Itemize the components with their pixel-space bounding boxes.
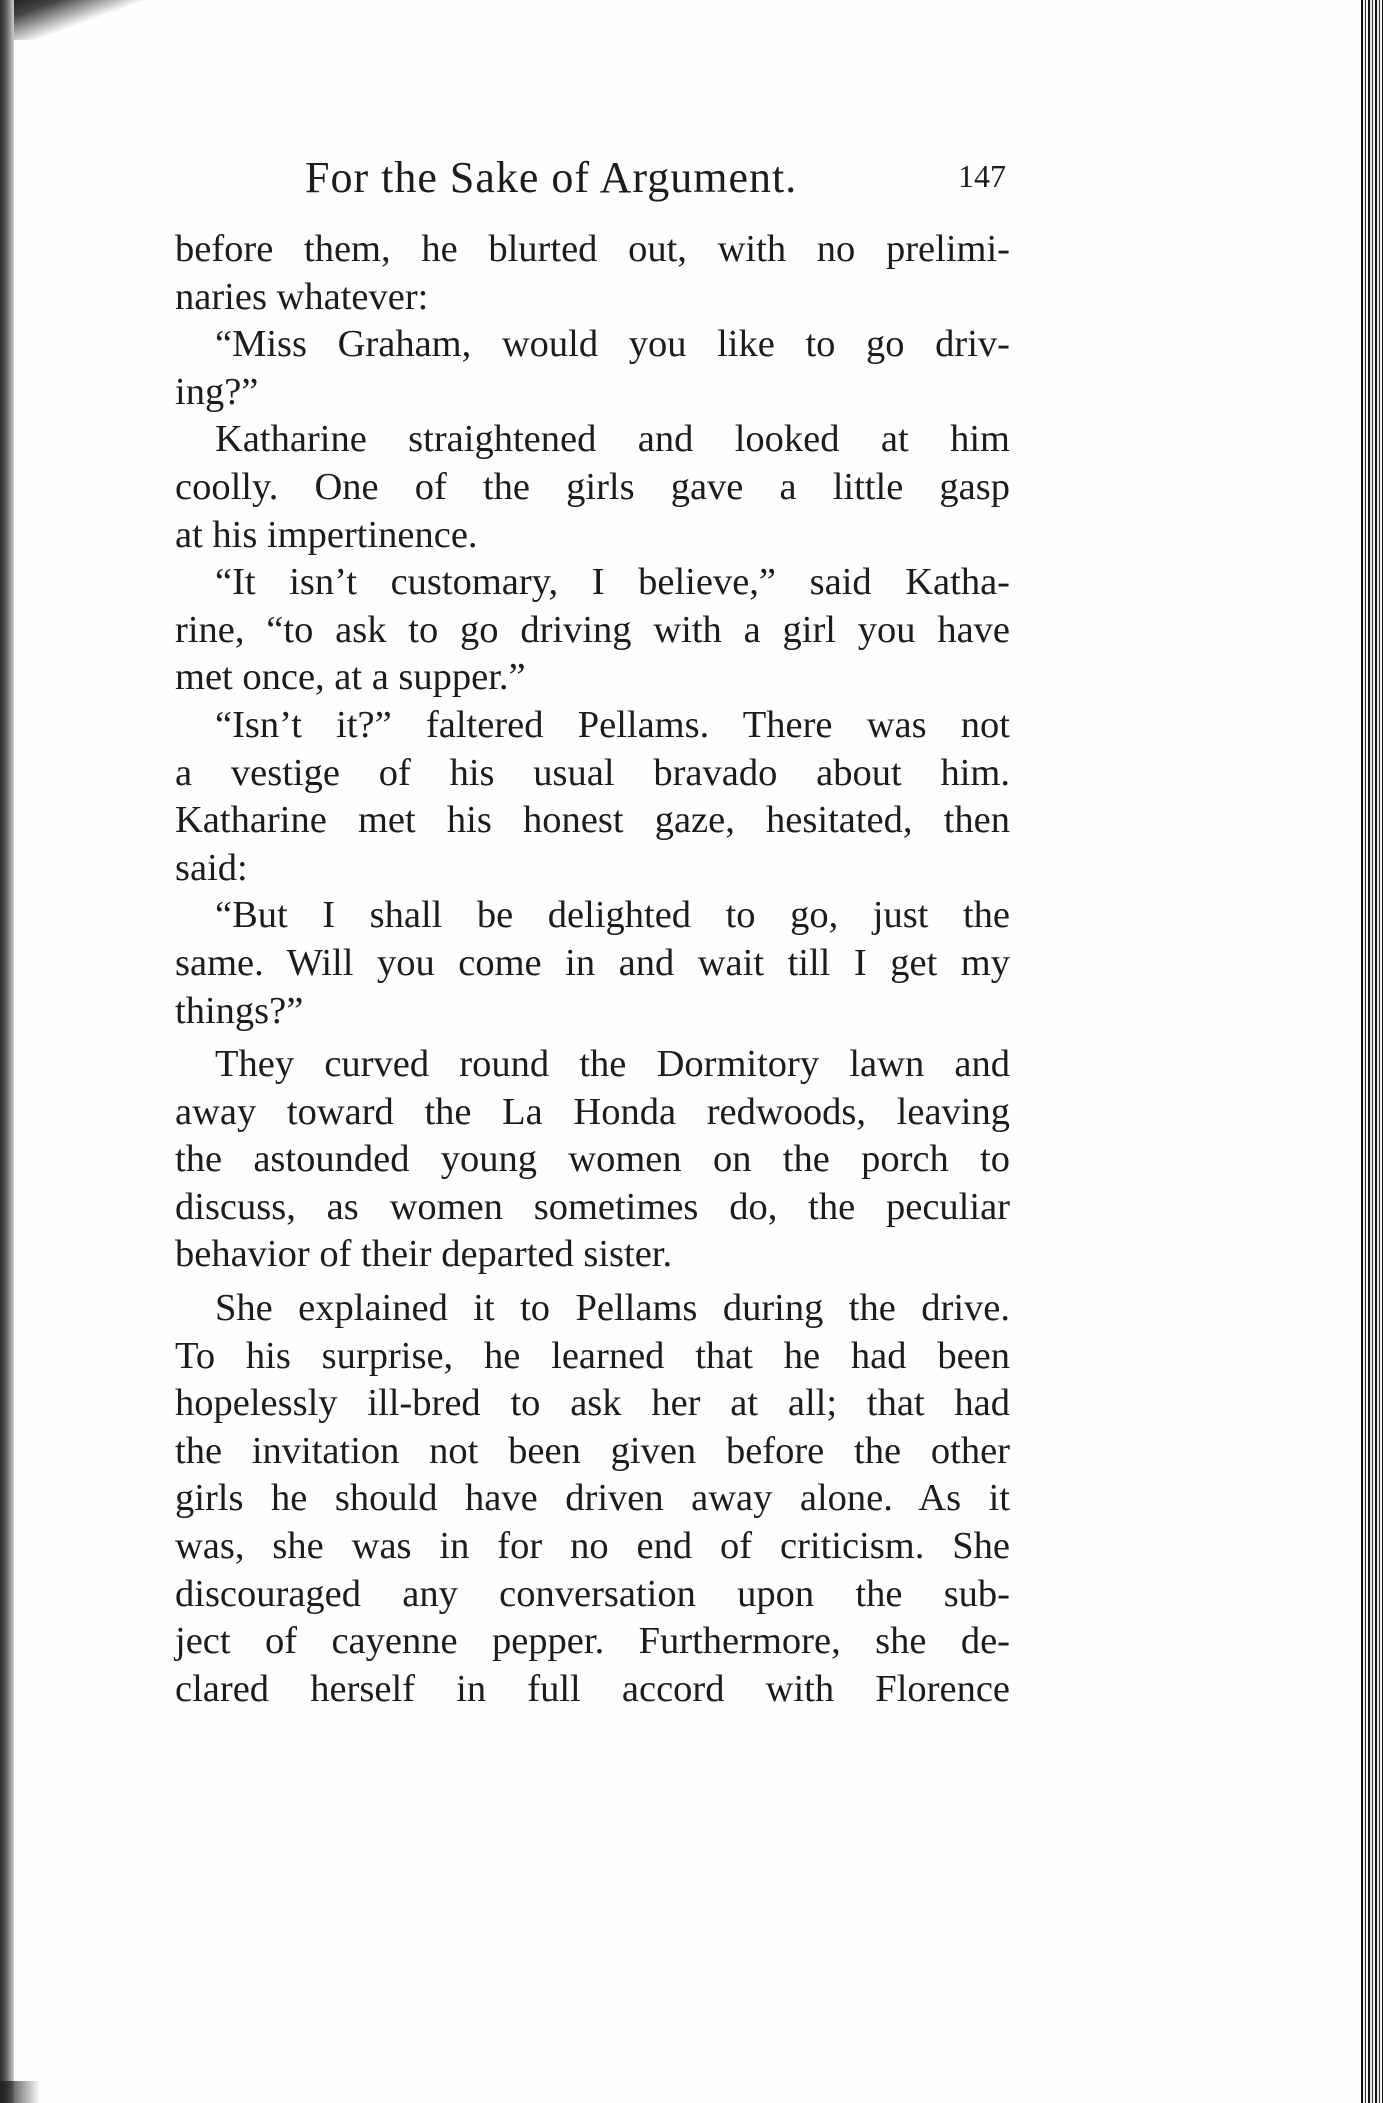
paragraph xyxy=(175,1285,1010,1713)
paragraph xyxy=(175,416,1010,559)
running-head-title: For the Sake of Argument. xyxy=(305,153,798,202)
text-line: a vestige of his usual bravado about him. xyxy=(175,751,1010,794)
text-line: “It isn’t customary, I believe,” said Katha- xyxy=(215,561,1010,604)
text-line: said: xyxy=(175,846,248,889)
text-line: same. Will you come in and wait till I get my xyxy=(175,941,1010,984)
text-line: before them, he blurted out, with no prelimi- xyxy=(175,228,1010,270)
text-line: at his impertinence. xyxy=(175,513,478,556)
paragraph xyxy=(175,559,1010,702)
paragraph xyxy=(175,892,1010,1035)
text-line: the astounded young women on the porch to xyxy=(175,1138,1010,1181)
text-line: behavior of their departed sister. xyxy=(175,1233,673,1276)
text-line: “Miss Graham, would you like to go driv- xyxy=(215,323,1010,366)
paragraph xyxy=(175,702,1010,892)
page-corner-mark xyxy=(0,2081,40,2103)
text-line: met once, at a supper.” xyxy=(175,656,526,699)
text-line: girls he should have driven away alone. As it xyxy=(175,1477,1010,1520)
text-line: ject of cayenne pepper. Furthermore, she de- xyxy=(175,1620,1010,1663)
text-line: hopelessly ill-bred to ask her at all; that had xyxy=(175,1382,1010,1425)
running-head xyxy=(0,152,1383,212)
text-line: naries whatever: xyxy=(175,275,429,318)
page-stack-edge-right xyxy=(1361,0,1383,2103)
binding-edge-left xyxy=(0,0,14,2103)
page-corner-shadow xyxy=(0,0,380,40)
text-line: Katharine met his honest gaze, hesitated, then xyxy=(175,799,1010,842)
text-line: “Isn’t it?” faltered Pellams. There was not xyxy=(215,703,1010,746)
text-line: To his surprise, he learned that he had been xyxy=(175,1334,1010,1377)
text-line: Katharine straightened and looked at him xyxy=(215,418,1010,461)
text-line: They curved round the Dormitory lawn and xyxy=(215,1043,1010,1086)
text-line: things?” xyxy=(175,989,304,1032)
paragraph xyxy=(175,321,1010,416)
text-line: the invitation not been given before the other xyxy=(175,1429,1010,1472)
body-text xyxy=(175,226,1010,1713)
text-line: clared herself in full accord with Florence xyxy=(175,1667,1010,1710)
paragraph xyxy=(175,226,1010,321)
text-line: was, she was in for no end of criticism. She xyxy=(175,1525,1010,1568)
text-line: discuss, as women sometimes do, the peculiar xyxy=(175,1185,1010,1228)
page-number: 147 xyxy=(958,158,1006,194)
text-line: She explained it to Pellams during the drive. xyxy=(215,1287,1010,1330)
text-line: away toward the La Honda redwoods, leaving xyxy=(175,1090,1010,1133)
text-line: “But I shall be delighted to go, just the xyxy=(215,894,1010,937)
text-line: ing?” xyxy=(175,370,259,413)
paragraph xyxy=(175,1041,1010,1279)
text-line: rine, “to ask to go driving with a girl you have xyxy=(175,608,1010,651)
text-line: discouraged any conversation upon the sub- xyxy=(175,1572,1010,1615)
text-line: coolly. One of the girls gave a little gasp xyxy=(175,465,1010,508)
